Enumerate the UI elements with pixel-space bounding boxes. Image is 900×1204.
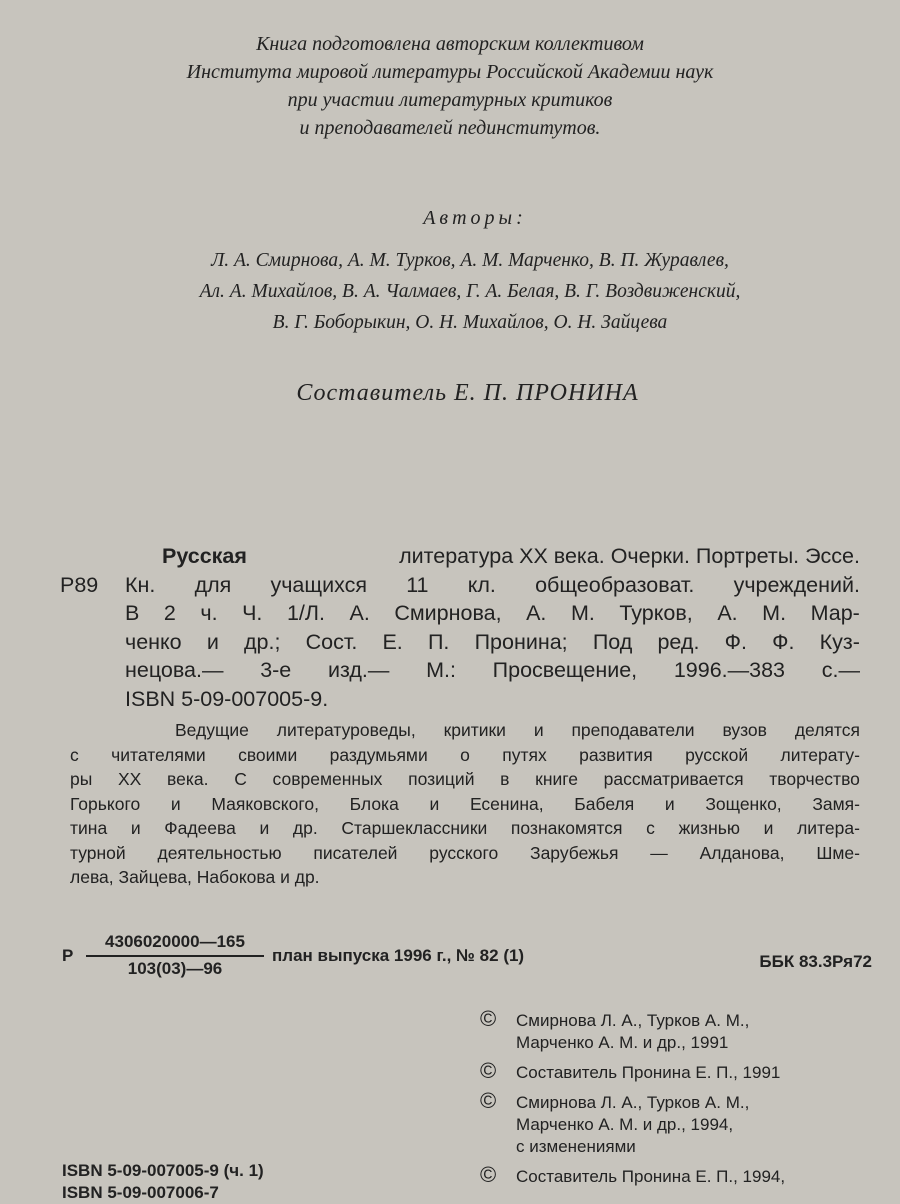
word: и (763, 818, 774, 838)
copyright-line: Марченко А. М. и др., 1991 (516, 1033, 729, 1052)
word: Зарубежья (530, 842, 619, 863)
word: Бабеля (574, 793, 635, 814)
copyright-symbol: © (480, 1088, 497, 1113)
copyright-line: Составитель Пронина Е. П., 1994, (516, 1167, 786, 1186)
copyright-symbol: © (480, 1058, 497, 1083)
word: творчество (769, 769, 860, 789)
annotation (70, 718, 860, 890)
word: раздумьями (329, 744, 428, 765)
word: нецова.— (125, 658, 224, 682)
copyright-line: Смирнова Л. А., Турков А. М., (516, 1093, 750, 1112)
word: Маяковского, (211, 793, 319, 814)
authors-heading: Авторы: (423, 207, 527, 229)
biblio-line (125, 599, 860, 628)
word: др.; (244, 629, 281, 654)
word: своими (238, 744, 298, 765)
word: о (460, 744, 470, 765)
word: Замя- (812, 793, 860, 814)
biblio-line (125, 571, 860, 600)
intro-block (0, 30, 900, 142)
compiler-line: Составитель Е. П. ПРОНИНА (296, 380, 639, 406)
copyright-symbol: © (480, 1162, 497, 1187)
biblio-line: ISBN 5-09-007005-9. (125, 686, 329, 711)
bbk-code: ББК 83.3Ря72 (759, 952, 872, 971)
word: XX (118, 769, 142, 789)
isbn-block (62, 1160, 264, 1204)
word: литературоведы, (276, 720, 416, 740)
intro-line: Книга подготовлена авторским коллективом (256, 33, 644, 55)
annotation-line (70, 718, 860, 743)
word: и (130, 818, 141, 838)
copyright-entry (480, 1058, 900, 1084)
word: русского (429, 842, 499, 863)
copyright-line: Составитель Пронина Е. П., 1991 (516, 1063, 781, 1082)
word: ченко (125, 629, 182, 654)
plan-fraction (86, 932, 264, 979)
biblio-line (162, 542, 860, 571)
word: развития (579, 744, 653, 765)
word: учащихся (270, 572, 367, 597)
word: и (170, 793, 181, 814)
intro-line: Института мировой литературы Российской Академии наук (186, 61, 714, 83)
authors-line: В. Г. Боборыкин, О. Н. Михайлов, О. Н. Зайцева (272, 312, 668, 333)
annotation-line (70, 743, 860, 768)
word: критики (443, 720, 506, 740)
copyright-entry (480, 1162, 900, 1188)
isbn-line: ISBN 5-09-007005-9 (ч. 1) (62, 1161, 264, 1180)
word: деятельностью (157, 842, 282, 863)
annotation-line (70, 792, 860, 817)
word: века. (167, 769, 209, 789)
copyright-block (480, 1006, 900, 1196)
copyright-line: Марченко А. М. и др., 1994, (516, 1115, 734, 1134)
plan-numerator: 4306020000—165 (86, 932, 264, 957)
copyright-symbol: © (480, 1006, 497, 1031)
word: с (70, 744, 79, 765)
word: литерату- (780, 744, 860, 765)
word: Ч. (242, 601, 263, 625)
word: ч. (200, 601, 218, 625)
word: Блока (349, 793, 399, 814)
word: писателей (313, 842, 398, 863)
word: учреждений. (733, 572, 860, 597)
word: Ф. (772, 629, 795, 654)
word: в (500, 769, 510, 789)
word: А. (526, 601, 547, 625)
word: Ведущие (175, 720, 249, 740)
word: литера- (797, 818, 860, 838)
bibliographic-record (60, 542, 860, 713)
word: В (125, 601, 140, 625)
word: с.— (821, 658, 860, 682)
biblio-line (125, 628, 860, 657)
word: Смирнова, (394, 601, 502, 625)
word: и (664, 793, 675, 814)
plan-prefix: Р (62, 946, 74, 965)
word: преподаватели (571, 720, 695, 740)
word: А. (349, 601, 370, 625)
word: 2 (163, 601, 176, 625)
word: Алданова, (699, 842, 785, 863)
word: М.: (426, 658, 456, 682)
word: вузов (722, 720, 767, 740)
word: рассматривается (603, 769, 744, 789)
word: Есенина, (469, 793, 544, 814)
word: С (234, 769, 247, 789)
word: Зощенко, (705, 793, 782, 814)
word: Пронина; (474, 629, 568, 654)
word: Фадеева (164, 818, 236, 838)
word: Кн. (125, 572, 156, 597)
word: ред. (657, 629, 700, 654)
word: кл. (467, 572, 496, 597)
classification-code: Р89 (60, 572, 99, 597)
word: читателями (111, 744, 206, 765)
word: Куз- (819, 629, 860, 654)
word: изд.— (327, 658, 390, 682)
annotation-line (70, 816, 860, 841)
biblio-line (125, 656, 860, 685)
word: Е. (382, 629, 403, 654)
copyright-line: с изменениями (516, 1137, 636, 1156)
isbn-line: ISBN 5-09-007006-7 (62, 1183, 219, 1202)
biblio-title-bold: Русская (162, 544, 247, 568)
word: современных (272, 769, 383, 789)
word: турной (70, 842, 126, 863)
word: Турков, (619, 601, 693, 625)
annotation-line (70, 841, 860, 866)
word: тина (70, 818, 108, 838)
word: П. (427, 629, 450, 654)
word: для (194, 572, 232, 597)
copyright-entry (480, 1006, 900, 1054)
intro-line: и преподавателей пединститутов. (299, 117, 601, 139)
word: позиций (408, 769, 475, 789)
word: 3-е (260, 658, 292, 682)
plan-text: план выпуска 1996 г., № 82 (1) (272, 946, 525, 965)
word: Горького (70, 793, 141, 814)
word: др. (292, 818, 318, 838)
word: общеобразоват. (535, 572, 695, 597)
word: 1996.—383 (673, 658, 786, 682)
word: и (206, 629, 219, 654)
word: жизнью (678, 818, 740, 838)
word: — (650, 842, 668, 863)
word: Ф. (724, 629, 747, 654)
word: путях (502, 744, 547, 765)
word: и (533, 720, 544, 740)
word: Шме- (816, 842, 860, 863)
intro-line: при участии литературных критиков (287, 89, 613, 111)
word: Под (592, 629, 633, 654)
word: А. (717, 601, 738, 625)
word: 1/Л. (286, 601, 325, 625)
authors-line: Л. А. Смирнова, А. М. Турков, А. М. Марченко, В. П. Журавлев, (211, 250, 729, 271)
biblio-title-rest: литература XX века. Очерки. Портреты. Эссе. (399, 544, 860, 568)
word: М. (570, 601, 595, 625)
word: и (259, 818, 270, 838)
annotation-line: лева, Зайцева, Набокова и др. (70, 867, 320, 887)
word: делятся (794, 720, 860, 740)
word: и (429, 793, 440, 814)
copyright-line: Смирнова Л. А., Турков А. М., (516, 1011, 750, 1030)
authors-line: Ал. А. Михайлов, В. А. Чалмаев, Г. А. Белая, В. Г. Воздвиженский, (199, 281, 741, 302)
word: познакомятся (510, 818, 623, 838)
word: 11 (406, 572, 429, 597)
word: Старшеклассники (341, 818, 488, 838)
word: М. (762, 601, 787, 625)
copyright-entry (480, 1088, 900, 1158)
word: Сост. (305, 629, 358, 654)
annotation-line (70, 767, 860, 792)
publication-plan-row (62, 930, 872, 986)
word: книге (535, 769, 578, 789)
word: Мар- (810, 601, 860, 625)
word: русской (685, 744, 749, 765)
word: с (646, 818, 655, 838)
authors-list (0, 245, 900, 338)
word: Просвещение, (492, 658, 638, 682)
plan-denominator: 103(03)—96 (127, 959, 223, 978)
word: ры (70, 769, 93, 789)
